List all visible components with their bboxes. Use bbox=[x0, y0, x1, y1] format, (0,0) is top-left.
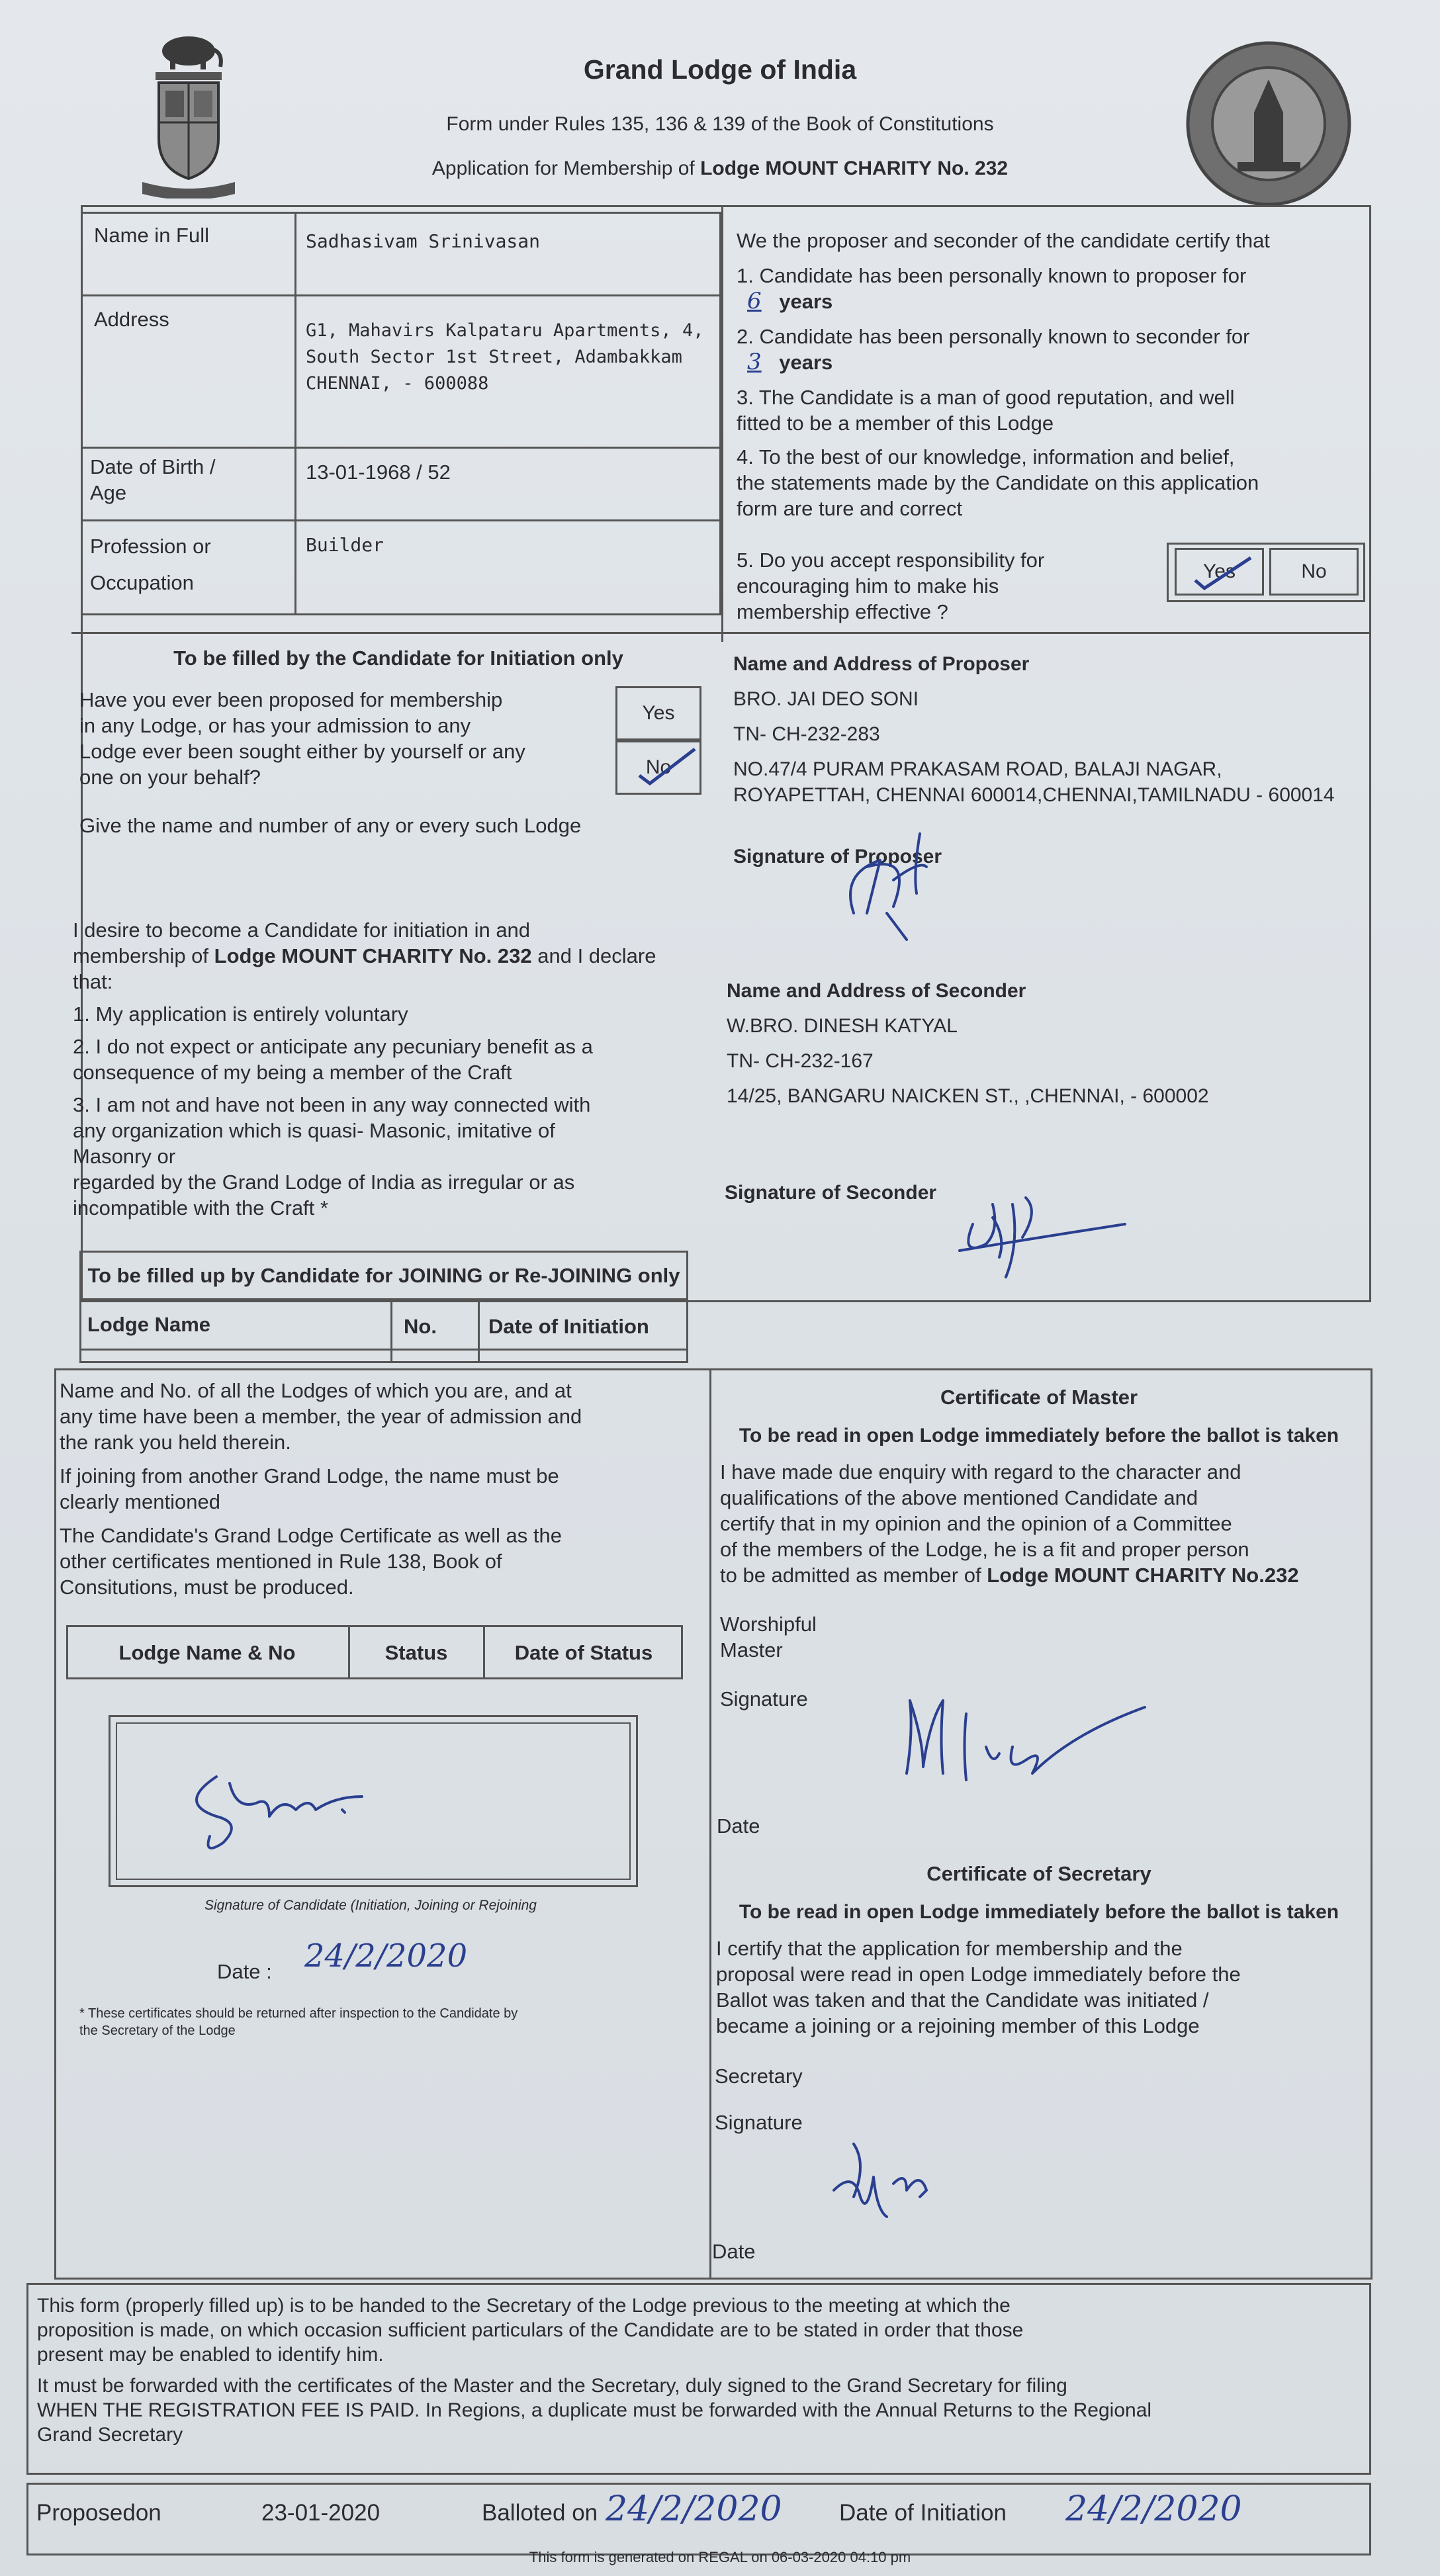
candidate-declaration bbox=[73, 917, 701, 1221]
proposer-name: BRO. JAI DEO SONI bbox=[733, 688, 919, 710]
proposer-address-line-2: ROYAPETTAH, CHENNAI 600014,CHENNAI,TAMILNADU - 600014 bbox=[733, 784, 1335, 806]
certify-item-3-line-1: 3. The Candidate is a man of good reputation, and well bbox=[737, 386, 1235, 409]
proposer-years-handwritten: 6 bbox=[747, 288, 762, 314]
joining-col-no: No. bbox=[404, 1315, 437, 1338]
address-line-3: CHENNAI, - 600088 bbox=[306, 373, 489, 394]
declaration-point-2 bbox=[73, 1034, 701, 1085]
certify-item-1-years bbox=[737, 289, 1359, 314]
top-divider-horizontal bbox=[71, 632, 1371, 634]
certificates-footnote bbox=[79, 2005, 675, 2039]
address-value bbox=[306, 318, 703, 397]
initiation-heading: To be filled by the Candidate for Initiation only bbox=[173, 646, 623, 670]
secretary-certificate-heading: Certificate of Secretary bbox=[926, 1862, 1151, 1885]
lodges-col-status: Status bbox=[384, 1641, 448, 1664]
instructions-line-5: WHEN THE REGISTRATION FEE IS PAID. In Regions, a duplicate must be forwarded with the Annual Returns to the Regional bbox=[37, 2399, 1152, 2421]
instructions-text bbox=[37, 2293, 1361, 2447]
certify-item-5-line-1: 5. Do you accept responsibility for bbox=[737, 549, 1045, 572]
master-signature-icon bbox=[893, 1674, 1171, 1793]
declaration-suffix: and I declare bbox=[537, 944, 656, 967]
master-body-line-2: qualifications of the above mentioned Candidate and bbox=[720, 1486, 1198, 1509]
initiation-question-line-3: Lodge ever been sought either by yourself or any bbox=[79, 740, 525, 763]
years-label-1: years bbox=[779, 290, 833, 313]
certify-item-2: 2. Candidate has been personally known to seconder for bbox=[737, 325, 1250, 348]
address-label: Address bbox=[94, 308, 169, 331]
lodges-history-line-7: other certificates mentioned in Rule 138, Book of bbox=[60, 1550, 502, 1573]
candidate-table-col-divider bbox=[294, 212, 296, 615]
certify-item-3-line-2: fitted to be a member of this Lodge bbox=[737, 412, 1054, 435]
lodges-history-line-1: Name and No. of all the Lodges of which you are, and at bbox=[60, 1379, 572, 1402]
master-body-lodge: Lodge MOUNT CHARITY No.232 bbox=[987, 1564, 1299, 1587]
seconder-section bbox=[727, 978, 1362, 1109]
proposer-heading: Name and Address of Proposer bbox=[733, 653, 1030, 675]
candidate-row-divider-2 bbox=[81, 447, 721, 449]
certify-item-2-years bbox=[737, 349, 1359, 375]
initiation-no-checkbox[interactable] bbox=[615, 740, 701, 795]
declaration-prefix: membership of bbox=[73, 944, 209, 967]
joining-col-divider-2 bbox=[478, 1298, 480, 1363]
initiation-question-line-4: one on your behalf? bbox=[79, 766, 261, 789]
worshipful-master-label bbox=[720, 1611, 817, 1663]
form-subtitle: Form under Rules 135, 136 & 139 of the Book of Constitutions bbox=[446, 113, 994, 135]
declaration-lodge: Lodge MOUNT CHARITY No. 232 bbox=[214, 944, 532, 967]
declaration-point-3 bbox=[73, 1092, 701, 1221]
candidate-date-label: Date : bbox=[217, 1960, 272, 1983]
dob-label bbox=[90, 454, 216, 506]
lodges-history-line-2: any time have been a member, the year of admission and bbox=[60, 1405, 582, 1428]
regional-seal bbox=[1185, 40, 1353, 208]
date-of-initiation-handwritten: 24/2/2020 bbox=[1065, 2489, 1242, 2529]
declaration-point-3-line-4: regarded by the Grand Lodge of India as irregular or as bbox=[73, 1171, 575, 1194]
proposer-signature-icon bbox=[827, 814, 960, 946]
certify-item-4 bbox=[737, 444, 1359, 521]
seconder-address: 14/25, BANGARU NAICKEN ST., ,CHENNAI, - 600002 bbox=[727, 1085, 1209, 1107]
declaration-point-3-line-3: Masonry or bbox=[73, 1145, 176, 1168]
checkmark-icon bbox=[634, 746, 700, 789]
responsibility-yes-checkbox[interactable] bbox=[1175, 548, 1264, 596]
declaration-line-1: I desire to become a Candidate for initiation in and bbox=[73, 918, 531, 942]
master-label: Master bbox=[720, 1638, 783, 1662]
lodges-history-line-4: If joining from another Grand Lodge, the name must be bbox=[60, 1464, 559, 1488]
generated-note: This form is generated on REGAL on 06-03-2020 04:10 pm bbox=[529, 2549, 911, 2565]
master-date-label: Date bbox=[717, 1814, 760, 1838]
master-body-line-4: of the members of the Lodge, he is a fit and proper person bbox=[720, 1538, 1249, 1561]
name-label: Name in Full bbox=[94, 224, 209, 247]
secretary-signature-label: Signature bbox=[715, 2111, 803, 2134]
instructions-line-4: It must be forwarded with the certificates of the Master and the Secretary, duly signed to the Grand Secretary for filing bbox=[37, 2375, 1067, 2397]
seconder-heading: Name and Address of Seconder bbox=[727, 980, 1026, 1002]
certify-item-4-line-1: 4. To the best of our knowledge, information and belief, bbox=[737, 445, 1235, 468]
declaration-point-3-line-5: incompatible with the Craft * bbox=[73, 1196, 328, 1220]
lodges-history-line-3: the rank you held therein. bbox=[60, 1431, 291, 1454]
address-line-1: G1, Mahavirs Kalpataru Apartments, 4, bbox=[306, 320, 704, 341]
certify-item-5-line-2: encouraging him to make his bbox=[737, 574, 999, 598]
certify-item-4-line-3: form are ture and correct bbox=[737, 497, 963, 520]
proposed-on-date: 23-01-2020 bbox=[261, 2500, 381, 2526]
declaration-point-3-line-2: any organization which is quasi- Masonic, imitative of bbox=[73, 1119, 555, 1142]
dob-label-line-1: Date of Birth / bbox=[90, 455, 216, 478]
proposer-signature-label: Signature of Proposer bbox=[733, 846, 942, 867]
initiation-no-label: No bbox=[645, 756, 672, 778]
master-certificate-subheading: To be read in open Lodge immediately before the ballot is taken bbox=[739, 1425, 1339, 1446]
seconder-signature-icon bbox=[946, 1171, 1132, 1284]
proposed-on-label: Proposedon bbox=[36, 2500, 161, 2526]
master-signature-label: Signature bbox=[720, 1687, 808, 1710]
lodges-col-name: Lodge Name & No bbox=[118, 1641, 296, 1664]
seconder-id: TN- CH-232-167 bbox=[727, 1050, 874, 1072]
secretary-label: Secretary bbox=[715, 2065, 803, 2088]
secretary-body-line-4: became a joining or a rejoining member of this Lodge bbox=[716, 2014, 1200, 2037]
initiation-question-line-2: in any Lodge, or has your admission to any bbox=[79, 714, 471, 737]
lodges-col-date-status: Date of Status bbox=[514, 1641, 653, 1664]
certify-block bbox=[737, 228, 1359, 521]
footnote-line-2: the Secretary of the Lodge bbox=[79, 2023, 236, 2038]
top-divider-vertical bbox=[721, 205, 723, 642]
joining-heading: To be filled up by Candidate for JOINING or Re-JOINING only bbox=[87, 1264, 680, 1287]
lodges-history-line-8: Consitutions, must be produced. bbox=[60, 1576, 354, 1599]
candidate-signature-box bbox=[109, 1715, 638, 1887]
secretary-signature-icon bbox=[821, 2131, 953, 2230]
master-certificate-body bbox=[720, 1459, 1359, 1588]
profession-value: Builder bbox=[306, 534, 384, 556]
instructions-line-6: Grand Secretary bbox=[37, 2424, 183, 2446]
secretary-body-line-2: proposal were read in open Lodge immediately before the bbox=[716, 1963, 1241, 1986]
master-certificate-heading: Certificate of Master bbox=[940, 1386, 1138, 1409]
worshipful-label: Worshipful bbox=[720, 1613, 817, 1636]
lodge-number: No. 232 bbox=[937, 157, 1009, 179]
candidate-row-divider-1 bbox=[81, 294, 721, 296]
name-value: Sadhasivam Srinivasan bbox=[306, 230, 541, 252]
declaration-point-3-line-1: 3. I am not and have not been in any way connected with bbox=[73, 1093, 591, 1116]
form-title: Grand Lodge of India bbox=[583, 54, 857, 85]
initiation-question bbox=[79, 687, 596, 790]
years-label-2: years bbox=[779, 351, 833, 374]
joining-heading-divider bbox=[79, 1298, 688, 1300]
secretary-date-label: Date bbox=[712, 2240, 756, 2263]
checkmark-icon bbox=[1190, 555, 1256, 592]
dob-label-line-2: Age bbox=[90, 481, 127, 504]
joining-col-date-initiation: Date of Initiation bbox=[488, 1315, 649, 1338]
profession-label-line-2: Occupation bbox=[90, 571, 194, 594]
master-body-line-3: certify that in my opinion and the opinion of a Committee bbox=[720, 1512, 1232, 1535]
seconder-name: W.BRO. DINESH KATYAL bbox=[727, 1015, 958, 1037]
date-of-initiation-label: Date of Initiation bbox=[839, 2500, 1007, 2526]
lodges-history-line-6: The Candidate's Grand Lodge Certificate as well as the bbox=[60, 1524, 562, 1547]
address-line-2: South Sector 1st Street, Adambakkam bbox=[306, 347, 682, 367]
initiation-yes-checkbox[interactable]: Yes bbox=[615, 686, 701, 740]
profession-label bbox=[90, 528, 211, 601]
declaration-point-1: 1. My application is entirely voluntary bbox=[73, 1002, 408, 1026]
dob-value: 13-01-1968 / 52 bbox=[306, 461, 451, 484]
lodges-history-line-5: clearly mentioned bbox=[60, 1490, 220, 1513]
master-body-line-1: I have made due enquiry with regard to the character and bbox=[720, 1460, 1241, 1484]
footnote-line-1: * These certificates should be returned after inspection to the Candidate by bbox=[79, 2006, 518, 2021]
proposer-address-line-1: NO.47/4 PURAM PRAKASAM ROAD, BALAJI NAGAR, bbox=[733, 758, 1222, 780]
declaration-line-3: that: bbox=[73, 970, 113, 993]
certify-item-3 bbox=[737, 384, 1359, 436]
declaration-point-2-line-1: 2. I do not expect or anticipate any pecuniary benefit as a bbox=[73, 1035, 593, 1058]
regional-grand-lodge-seal-icon bbox=[1185, 40, 1353, 208]
responsibility-yes-label: Yes bbox=[1203, 560, 1236, 582]
instructions-line-1: This form (properly filled up) is to be handed to the Secretary of the Lodge previous to the meeting at which the bbox=[37, 2295, 1011, 2317]
certify-item-1: 1. Candidate has been personally known to proposer for bbox=[737, 264, 1247, 287]
candidate-row-divider-3 bbox=[81, 519, 721, 521]
lodge-name: Lodge MOUNT CHARITY bbox=[700, 157, 932, 179]
candidate-signature-caption: Signature of Candidate (Initiation, Joining or Rejoining bbox=[204, 1898, 537, 1913]
application-prefix: Application for Membership of bbox=[431, 157, 695, 179]
initiation-question-line-1: Have you ever been proposed for membership bbox=[79, 688, 503, 711]
responsibility-no-checkbox[interactable]: No bbox=[1269, 548, 1359, 596]
joining-col-lodge-name: Lodge Name bbox=[87, 1313, 211, 1336]
seconder-years-handwritten: 3 bbox=[747, 349, 762, 375]
master-body-prefix: to be admitted as member of bbox=[720, 1564, 981, 1587]
declaration-point-2-line-2: consequence of my being a member of the Craft bbox=[73, 1061, 512, 1084]
candidate-date-handwritten: 24/2/2020 bbox=[304, 1937, 468, 1975]
certify-item-5-line-3: membership effective ? bbox=[737, 600, 948, 623]
master-body-line-5 bbox=[720, 1562, 1359, 1588]
certify-item-5 bbox=[737, 547, 1160, 625]
secretary-certificate-body bbox=[716, 1935, 1359, 2039]
candidate-signature-icon bbox=[177, 1750, 415, 1856]
proposer-id: TN- CH-232-283 bbox=[733, 723, 880, 745]
instructions-line-3: present may be enabled to identify him. bbox=[37, 2344, 384, 2366]
balloted-on-label: Balloted on bbox=[482, 2500, 598, 2526]
seconder-signature-label: Signature of Seconder bbox=[725, 1182, 937, 1204]
lower-divider-vertical bbox=[709, 1368, 711, 2280]
balloted-on-handwritten: 24/2/2020 bbox=[606, 2489, 782, 2529]
joining-col-divider-1 bbox=[390, 1298, 392, 1363]
certify-intro: We the proposer and seconder of the candidate certify that bbox=[737, 229, 1270, 252]
secretary-body-line-1: I certify that the application for membership and the bbox=[716, 1937, 1183, 1960]
certify-item-4-line-2: the statements made by the Candidate on this application bbox=[737, 471, 1259, 494]
proposer-section bbox=[733, 651, 1369, 808]
declaration-line-2 bbox=[73, 943, 701, 969]
joining-row-divider bbox=[79, 1349, 688, 1351]
instructions-line-2: proposition is made, on which occasion sufficient particulars of the Candidate are to be stated in order that those bbox=[37, 2319, 1024, 2341]
lodges-history-text bbox=[60, 1378, 696, 1600]
give-lodge-name-prompt: Give the name and number of any or every such Lodge bbox=[79, 814, 582, 837]
secretary-body-line-3: Ballot was taken and that the Candidate was initiated / bbox=[716, 1988, 1209, 2012]
secretary-certificate-subheading: To be read in open Lodge immediately before the ballot is taken bbox=[739, 1901, 1339, 1923]
profession-label-line-1: Profession or bbox=[90, 535, 211, 558]
